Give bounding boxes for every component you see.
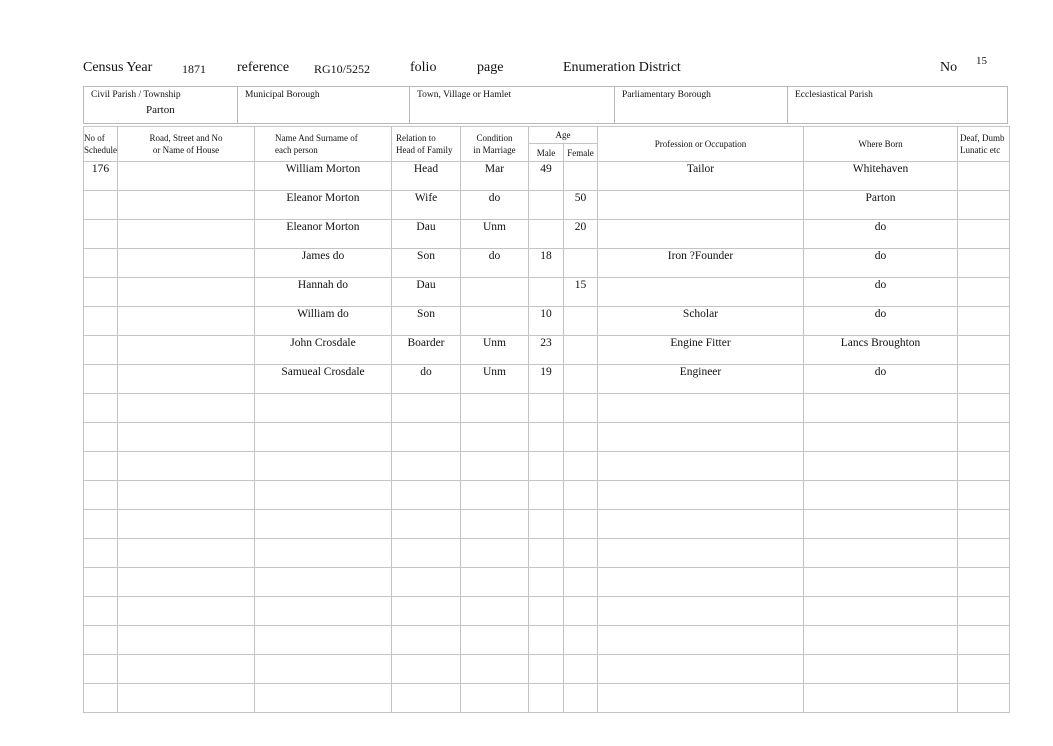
cell-male [529, 655, 564, 684]
cell-deaf [958, 278, 1010, 307]
table-row [84, 452, 1010, 481]
cell-schedule [84, 626, 118, 655]
table-row [84, 597, 1010, 626]
cell-road [118, 684, 255, 713]
cell-occupation [598, 684, 804, 713]
cell-male: 49 [529, 162, 564, 191]
cell-schedule [84, 278, 118, 307]
cell-road [118, 191, 255, 220]
cell-occupation [598, 278, 804, 307]
cell-born: Lancs Broughton [804, 336, 958, 365]
cell-born [804, 626, 958, 655]
cell-deaf [958, 568, 1010, 597]
cell-condition: do [461, 191, 529, 220]
cell-relation: Wife [392, 191, 461, 220]
cell-name [255, 510, 392, 539]
cell-born [804, 655, 958, 684]
cell-name [255, 597, 392, 626]
cell-road [118, 510, 255, 539]
cell-occupation [598, 452, 804, 481]
cell-relation: Son [392, 249, 461, 278]
cell-relation: do [392, 365, 461, 394]
cell-relation [392, 626, 461, 655]
civil-parish-label: Civil Parish / Township [91, 90, 181, 100]
cell-name [255, 539, 392, 568]
cell-born [804, 423, 958, 452]
cell-name: Hannah do [255, 278, 392, 307]
cell-schedule [84, 191, 118, 220]
cell-relation [392, 655, 461, 684]
reference-value: RG10/5252 [314, 62, 371, 76]
cell-relation: Son [392, 307, 461, 336]
table-row [84, 394, 1010, 423]
cell-female [564, 626, 598, 655]
cell-condition [461, 423, 529, 452]
cell-condition [461, 626, 529, 655]
cell-male [529, 539, 564, 568]
cell-name: James do [255, 249, 392, 278]
cell-occupation: Engineer [598, 365, 804, 394]
cell-female [564, 539, 598, 568]
cell-road [118, 162, 255, 191]
cell-schedule [84, 220, 118, 249]
cell-born [804, 539, 958, 568]
cell-male [529, 191, 564, 220]
cell-condition [461, 655, 529, 684]
cell-occupation [598, 568, 804, 597]
parish-info-box [83, 86, 1008, 124]
cell-schedule [84, 394, 118, 423]
cell-male [529, 423, 564, 452]
cell-male [529, 597, 564, 626]
cell-occupation [598, 394, 804, 423]
col-relation-header: Relation to Head of Family [392, 127, 461, 162]
cell-deaf [958, 365, 1010, 394]
cell-deaf [958, 423, 1010, 452]
cell-male [529, 626, 564, 655]
cell-occupation: Engine Fitter [598, 336, 804, 365]
cell-schedule [84, 423, 118, 452]
cell-condition [461, 539, 529, 568]
cell-road [118, 481, 255, 510]
cell-male [529, 220, 564, 249]
cell-occupation [598, 423, 804, 452]
cell-road [118, 249, 255, 278]
cell-born: do [804, 307, 958, 336]
table-row [84, 249, 1010, 278]
cell-female [564, 249, 598, 278]
cell-condition [461, 452, 529, 481]
cell-deaf [958, 510, 1010, 539]
cell-schedule [84, 365, 118, 394]
cell-name: Eleanor Morton [255, 220, 392, 249]
cell-male [529, 568, 564, 597]
cell-relation [392, 394, 461, 423]
cell-male [529, 481, 564, 510]
table-row [84, 162, 1010, 191]
col-deaf-header: Deaf, Dumb Lunatic etc [958, 127, 1010, 162]
number-label: No [940, 60, 958, 75]
cell-born [804, 394, 958, 423]
cell-schedule: 176 [84, 162, 118, 191]
col-road-header: Road, Street and No or Name of House [118, 127, 255, 162]
cell-born [804, 684, 958, 713]
cell-female [564, 481, 598, 510]
cell-male [529, 452, 564, 481]
cell-female [564, 394, 598, 423]
ecclesiastical-parish-cell [788, 87, 1007, 123]
cell-name [255, 568, 392, 597]
cell-occupation [598, 597, 804, 626]
cell-female: 20 [564, 220, 598, 249]
town-village-label: Town, Village or Hamlet [417, 90, 512, 100]
cell-born [804, 568, 958, 597]
parliamentary-borough-label: Parliamentary Borough [622, 90, 711, 100]
cell-relation: Dau [392, 278, 461, 307]
cell-relation: Head [392, 162, 461, 191]
cell-schedule [84, 655, 118, 684]
cell-occupation: Iron ?Founder [598, 249, 804, 278]
cell-male [529, 684, 564, 713]
cell-condition: Unm [461, 220, 529, 249]
cell-condition [461, 278, 529, 307]
cell-relation [392, 481, 461, 510]
cell-schedule [84, 452, 118, 481]
cell-occupation [598, 220, 804, 249]
cell-road [118, 278, 255, 307]
table-row [84, 365, 1010, 394]
table-row [84, 481, 1010, 510]
census-year-label: Census Year [83, 60, 153, 75]
cell-name: Samueal Crosdale [255, 365, 392, 394]
reference-label: reference [237, 60, 290, 75]
census-year-value: 1871 [182, 62, 206, 76]
cell-relation [392, 423, 461, 452]
cell-deaf [958, 220, 1010, 249]
col-occupation-header: Profession or Occupation [598, 127, 804, 162]
col-name-header: Name And Surname of each person [255, 127, 392, 162]
cell-born [804, 597, 958, 626]
cell-born: Parton [804, 191, 958, 220]
table-row [84, 191, 1010, 220]
cell-road [118, 336, 255, 365]
cell-schedule [84, 684, 118, 713]
cell-female: 50 [564, 191, 598, 220]
table-row [84, 684, 1010, 713]
col-female-header: Female [564, 144, 598, 162]
cell-deaf [958, 539, 1010, 568]
table-row [84, 307, 1010, 336]
cell-name: John Crosdale [255, 336, 392, 365]
table-row [84, 423, 1010, 452]
cell-born: do [804, 365, 958, 394]
cell-name [255, 452, 392, 481]
table-row [84, 655, 1010, 684]
cell-road [118, 626, 255, 655]
cell-name [255, 394, 392, 423]
town-village-cell [410, 87, 615, 123]
cell-female [564, 510, 598, 539]
cell-deaf [958, 394, 1010, 423]
cell-deaf [958, 336, 1010, 365]
cell-female [564, 597, 598, 626]
cell-occupation [598, 655, 804, 684]
cell-schedule [84, 307, 118, 336]
cell-road [118, 655, 255, 684]
civil-parish-value: Parton [146, 104, 175, 116]
cell-deaf [958, 655, 1010, 684]
cell-name: William Morton [255, 162, 392, 191]
cell-occupation [598, 481, 804, 510]
table-row [84, 278, 1010, 307]
cell-deaf [958, 481, 1010, 510]
cell-condition: Mar [461, 162, 529, 191]
cell-name: William do [255, 307, 392, 336]
cell-male: 10 [529, 307, 564, 336]
cell-road [118, 568, 255, 597]
cell-deaf [958, 626, 1010, 655]
cell-born: do [804, 278, 958, 307]
table-row [84, 510, 1010, 539]
cell-road [118, 423, 255, 452]
cell-schedule [84, 336, 118, 365]
cell-road [118, 220, 255, 249]
cell-condition: Unm [461, 365, 529, 394]
cell-female [564, 307, 598, 336]
cell-condition [461, 394, 529, 423]
cell-road [118, 307, 255, 336]
cell-occupation: Tailor [598, 162, 804, 191]
cell-condition [461, 568, 529, 597]
cell-female [564, 423, 598, 452]
cell-schedule [84, 510, 118, 539]
cell-deaf [958, 162, 1010, 191]
cell-name [255, 626, 392, 655]
cell-schedule [84, 568, 118, 597]
cell-deaf [958, 684, 1010, 713]
cell-male: 23 [529, 336, 564, 365]
cell-occupation [598, 539, 804, 568]
cell-occupation [598, 191, 804, 220]
cell-condition: do [461, 249, 529, 278]
cell-name [255, 423, 392, 452]
cell-born: do [804, 220, 958, 249]
cell-relation [392, 452, 461, 481]
cell-road [118, 394, 255, 423]
cell-deaf [958, 249, 1010, 278]
cell-born: Whitehaven [804, 162, 958, 191]
cell-female [564, 162, 598, 191]
civil-parish-cell [84, 87, 238, 123]
table-row [84, 539, 1010, 568]
cell-road [118, 452, 255, 481]
cell-road [118, 597, 255, 626]
cell-schedule [84, 249, 118, 278]
cell-female [564, 365, 598, 394]
municipal-borough-label: Municipal Borough [245, 90, 320, 100]
cell-relation [392, 684, 461, 713]
col-condition-header: Condition in Marriage [461, 127, 529, 162]
cell-male [529, 510, 564, 539]
cell-occupation: Scholar [598, 307, 804, 336]
cell-female [564, 568, 598, 597]
cell-condition [461, 510, 529, 539]
cell-relation [392, 568, 461, 597]
cell-male: 18 [529, 249, 564, 278]
cell-condition [461, 481, 529, 510]
cell-female: 15 [564, 278, 598, 307]
census-table-body [84, 162, 1010, 713]
cell-condition: Unm [461, 336, 529, 365]
cell-relation: Boarder [392, 336, 461, 365]
ecclesiastical-parish-label: Ecclesiastical Parish [795, 90, 873, 100]
cell-schedule [84, 597, 118, 626]
municipal-borough-cell [238, 87, 410, 123]
census-table [83, 126, 1010, 713]
cell-condition [461, 307, 529, 336]
parliamentary-borough-cell [615, 87, 788, 123]
table-row [84, 220, 1010, 249]
cell-deaf [958, 191, 1010, 220]
cell-condition [461, 597, 529, 626]
cell-name [255, 684, 392, 713]
table-row [84, 626, 1010, 655]
cell-deaf [958, 452, 1010, 481]
cell-deaf [958, 307, 1010, 336]
cell-deaf [958, 597, 1010, 626]
cell-occupation [598, 510, 804, 539]
cell-relation [392, 539, 461, 568]
cell-male: 19 [529, 365, 564, 394]
col-born-header: Where Born [804, 127, 958, 162]
cell-name [255, 655, 392, 684]
cell-name [255, 481, 392, 510]
cell-male [529, 394, 564, 423]
cell-female [564, 684, 598, 713]
folio-label: folio [410, 60, 437, 75]
cell-schedule [84, 539, 118, 568]
cell-female [564, 452, 598, 481]
cell-female [564, 336, 598, 365]
col-schedule-header: No of Schedule [84, 127, 118, 162]
table-row [84, 568, 1010, 597]
table-header-row [84, 127, 1010, 144]
cell-born [804, 452, 958, 481]
number-value: 15 [976, 55, 987, 67]
cell-relation: Dau [392, 220, 461, 249]
table-row [84, 336, 1010, 365]
cell-born [804, 481, 958, 510]
cell-female [564, 655, 598, 684]
cell-born: do [804, 249, 958, 278]
cell-schedule [84, 481, 118, 510]
cell-male [529, 278, 564, 307]
cell-relation [392, 510, 461, 539]
cell-born [804, 510, 958, 539]
cell-name: Eleanor Morton [255, 191, 392, 220]
col-age-header: Age [529, 127, 598, 144]
cell-road [118, 539, 255, 568]
cell-condition [461, 684, 529, 713]
cell-occupation [598, 626, 804, 655]
page-label: page [477, 60, 504, 75]
cell-relation [392, 597, 461, 626]
col-male-header: Male [529, 144, 564, 162]
cell-road [118, 365, 255, 394]
enumeration-district-label: Enumeration District [563, 60, 681, 75]
